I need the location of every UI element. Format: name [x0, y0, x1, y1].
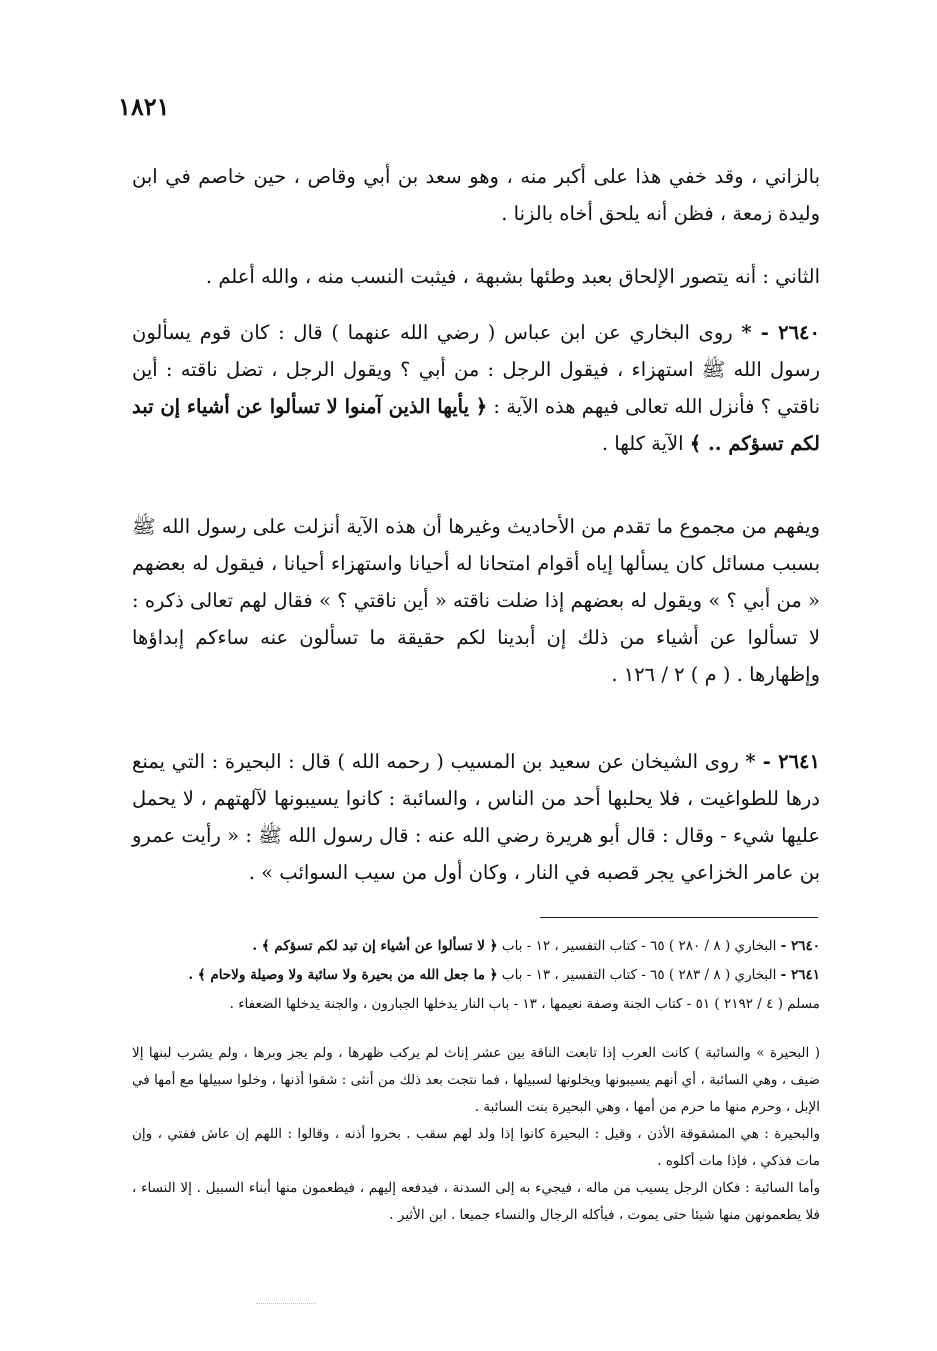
- footnotes: [132, 932, 820, 1019]
- footnote-2640: [132, 932, 820, 961]
- footnote-2640-number: ٢٦٤٠ -: [780, 938, 820, 954]
- footnote-2641-quote: ﴿ ما جعل الله من بحيرة ولا سائبة ولا وصيلة ولاحام ﴾ .: [188, 967, 498, 983]
- hadith-2640-quran-quote: ﴿ يأيها الذين آمنوا لا تسألوا عن أشياء إن تبد لكم تسؤكم .. ﴾: [132, 395, 820, 455]
- footnote-2641-text: البخاري ( ٨ / ٢٨٣ ) ٦٥ - كتاب التفسير ، ١٣ - باب: [497, 967, 781, 983]
- page-number: ١٨٢١: [118, 92, 170, 121]
- footnote-2641-number: ٢٦٤١ -: [780, 967, 820, 983]
- hadith-2640-number: ٢٦٤٠ - *: [741, 321, 820, 344]
- footnote-2640-text: البخاري ( ٨ / ٢٨٠ ) ٦٥ - كتاب التفسير ، ١٢ - باب: [497, 938, 781, 954]
- hadith-2641: [132, 743, 820, 891]
- hadith-2641-text: روى الشيخان عن سعيد بن المسيب ( رحمه الله ) قال : البحيرة : التي يمنع درها للطواغيت ، فلا يحلبها أحد من الناس ، والسائبة : كانوا يسيبونها لآلهتهم ، لا يحمل عليها شيء - وقال : قال أبو هريرة رضي الله عنه : قال رسول الله ﷺ : « رأيت عمرو بن عامر الخزاعي يجر قصبه في النار ، وكان أول من سيب السوائب » .: [132, 750, 820, 884]
- paragraph-2: [132, 258, 820, 295]
- hadith-2640-text: روى البخاري عن ابن عباس ( رضي الله عنهما ) قال : كان قوم يسألون رسول الله ﷺ استهزاء ، فيقول الرجل : من أبي ؟ ويقول الرجل ، تضل ناقته : أين ناقتي ؟ فأنزل الله تعالى فيهم هذه الآية :: [132, 321, 820, 418]
- paragraph-commentary-text: ويفهم من مجموع ما تقدم من الأحاديث وغيرها أن هذه الآية أنزلت على رسول الله ﷺ بسبب مسائل كان يسألها إياه أقوام امتحانا له أحيانا واستهزاء أحيانا ، فيقول له بعضهم « من أبي ؟ » ويقول له بعضهم إذا ضلت ناقته « أين ناقتي ؟ » فقال لهم تعالى ذكره : لا تسألوا عن أشياء من ذلك إن أبدينا لكم حقيقة ما تسألون عنه ساءكم إبداؤها وإظهارها . ( م ) ٢ / ١٢٦ .: [132, 515, 820, 686]
- glossary: [132, 1040, 820, 1229]
- footnote-2641: [132, 961, 820, 990]
- footnote-divider: [540, 917, 818, 918]
- glossary-2: والبحيرة : هي المشقوقة الأذن ، وقيل : البحيرة كانوا إذا ولد لهم سقب . بحروا أذنه ، وقالوا : اللهم إن عاش ففتي ، وإن مات فذكي ، فإذا مات أكلوه .: [132, 1126, 820, 1169]
- paragraph-commentary: [132, 508, 820, 693]
- paragraph-1-text: بالزاني ، وقد خفي هذا على أكبر منه ، وهو سعد بن أبي وقاص ، حين خاصم في ابن وليدة زمعة ، فظن أنه يلحق أخاه بالزنا .: [132, 165, 820, 225]
- glossary-3: وأما السائبة : فكان الرجل يسيب من ماله ، فيجيء به إلى السدنة ، فيدفعه إليهم ، فيطعمون منها أبناء السبيل . إلا النساء ، فلا يطعمونهن منها شيئا حتى يموت ، فيأكله الرجال والنساء جميعا . ابن الأثير .: [132, 1180, 820, 1223]
- hadith-2640-tail: الآية كلها .: [601, 432, 690, 455]
- footnote-2640-quote: ﴿ لا تسألوا عن أشياء إن تبد لكم تسؤكم ﴾ .: [252, 938, 498, 954]
- hadith-2641-number: ٢٦٤١ - *: [745, 750, 821, 773]
- paragraph-1: [132, 158, 820, 232]
- glossary-1: ( البحيرة » والسائبة ) كانت العرب إذا تابعت الناقة بين عشر إناث لم يركب ظهرها ، ولم يجز وبرها ، ولم يشرب لبنها إلا ضيف ، وهي السائبة ، أي أنهم يسيبونها ويخلونها لسبيلها ، فما نتجت بعد ذلك من أنثى : شقوا أذنها ، وخلوا سبيلها مع أمها في الإبل ، وحرم منها ما حرم من أمها ، وهي البحيرة بنت السائبة .: [132, 1045, 820, 1115]
- paragraph-2-text: الثاني : أنه يتصور الإلحاق بعبد وطئها بشبهة ، فيثبت النسب منه ، والله أعلم .: [205, 265, 820, 288]
- footnote-muslim: مسلم ( ٤ / ٢١٩٢ ) ٥١ - كتاب الجنة وصفة نعيمها ، ١٣ - باب النار يدخلها الجبارون ، والجنة يدخلها الضعفاء .: [229, 996, 820, 1012]
- scan-mark: [256, 1303, 316, 1304]
- hadith-2640: [132, 314, 820, 462]
